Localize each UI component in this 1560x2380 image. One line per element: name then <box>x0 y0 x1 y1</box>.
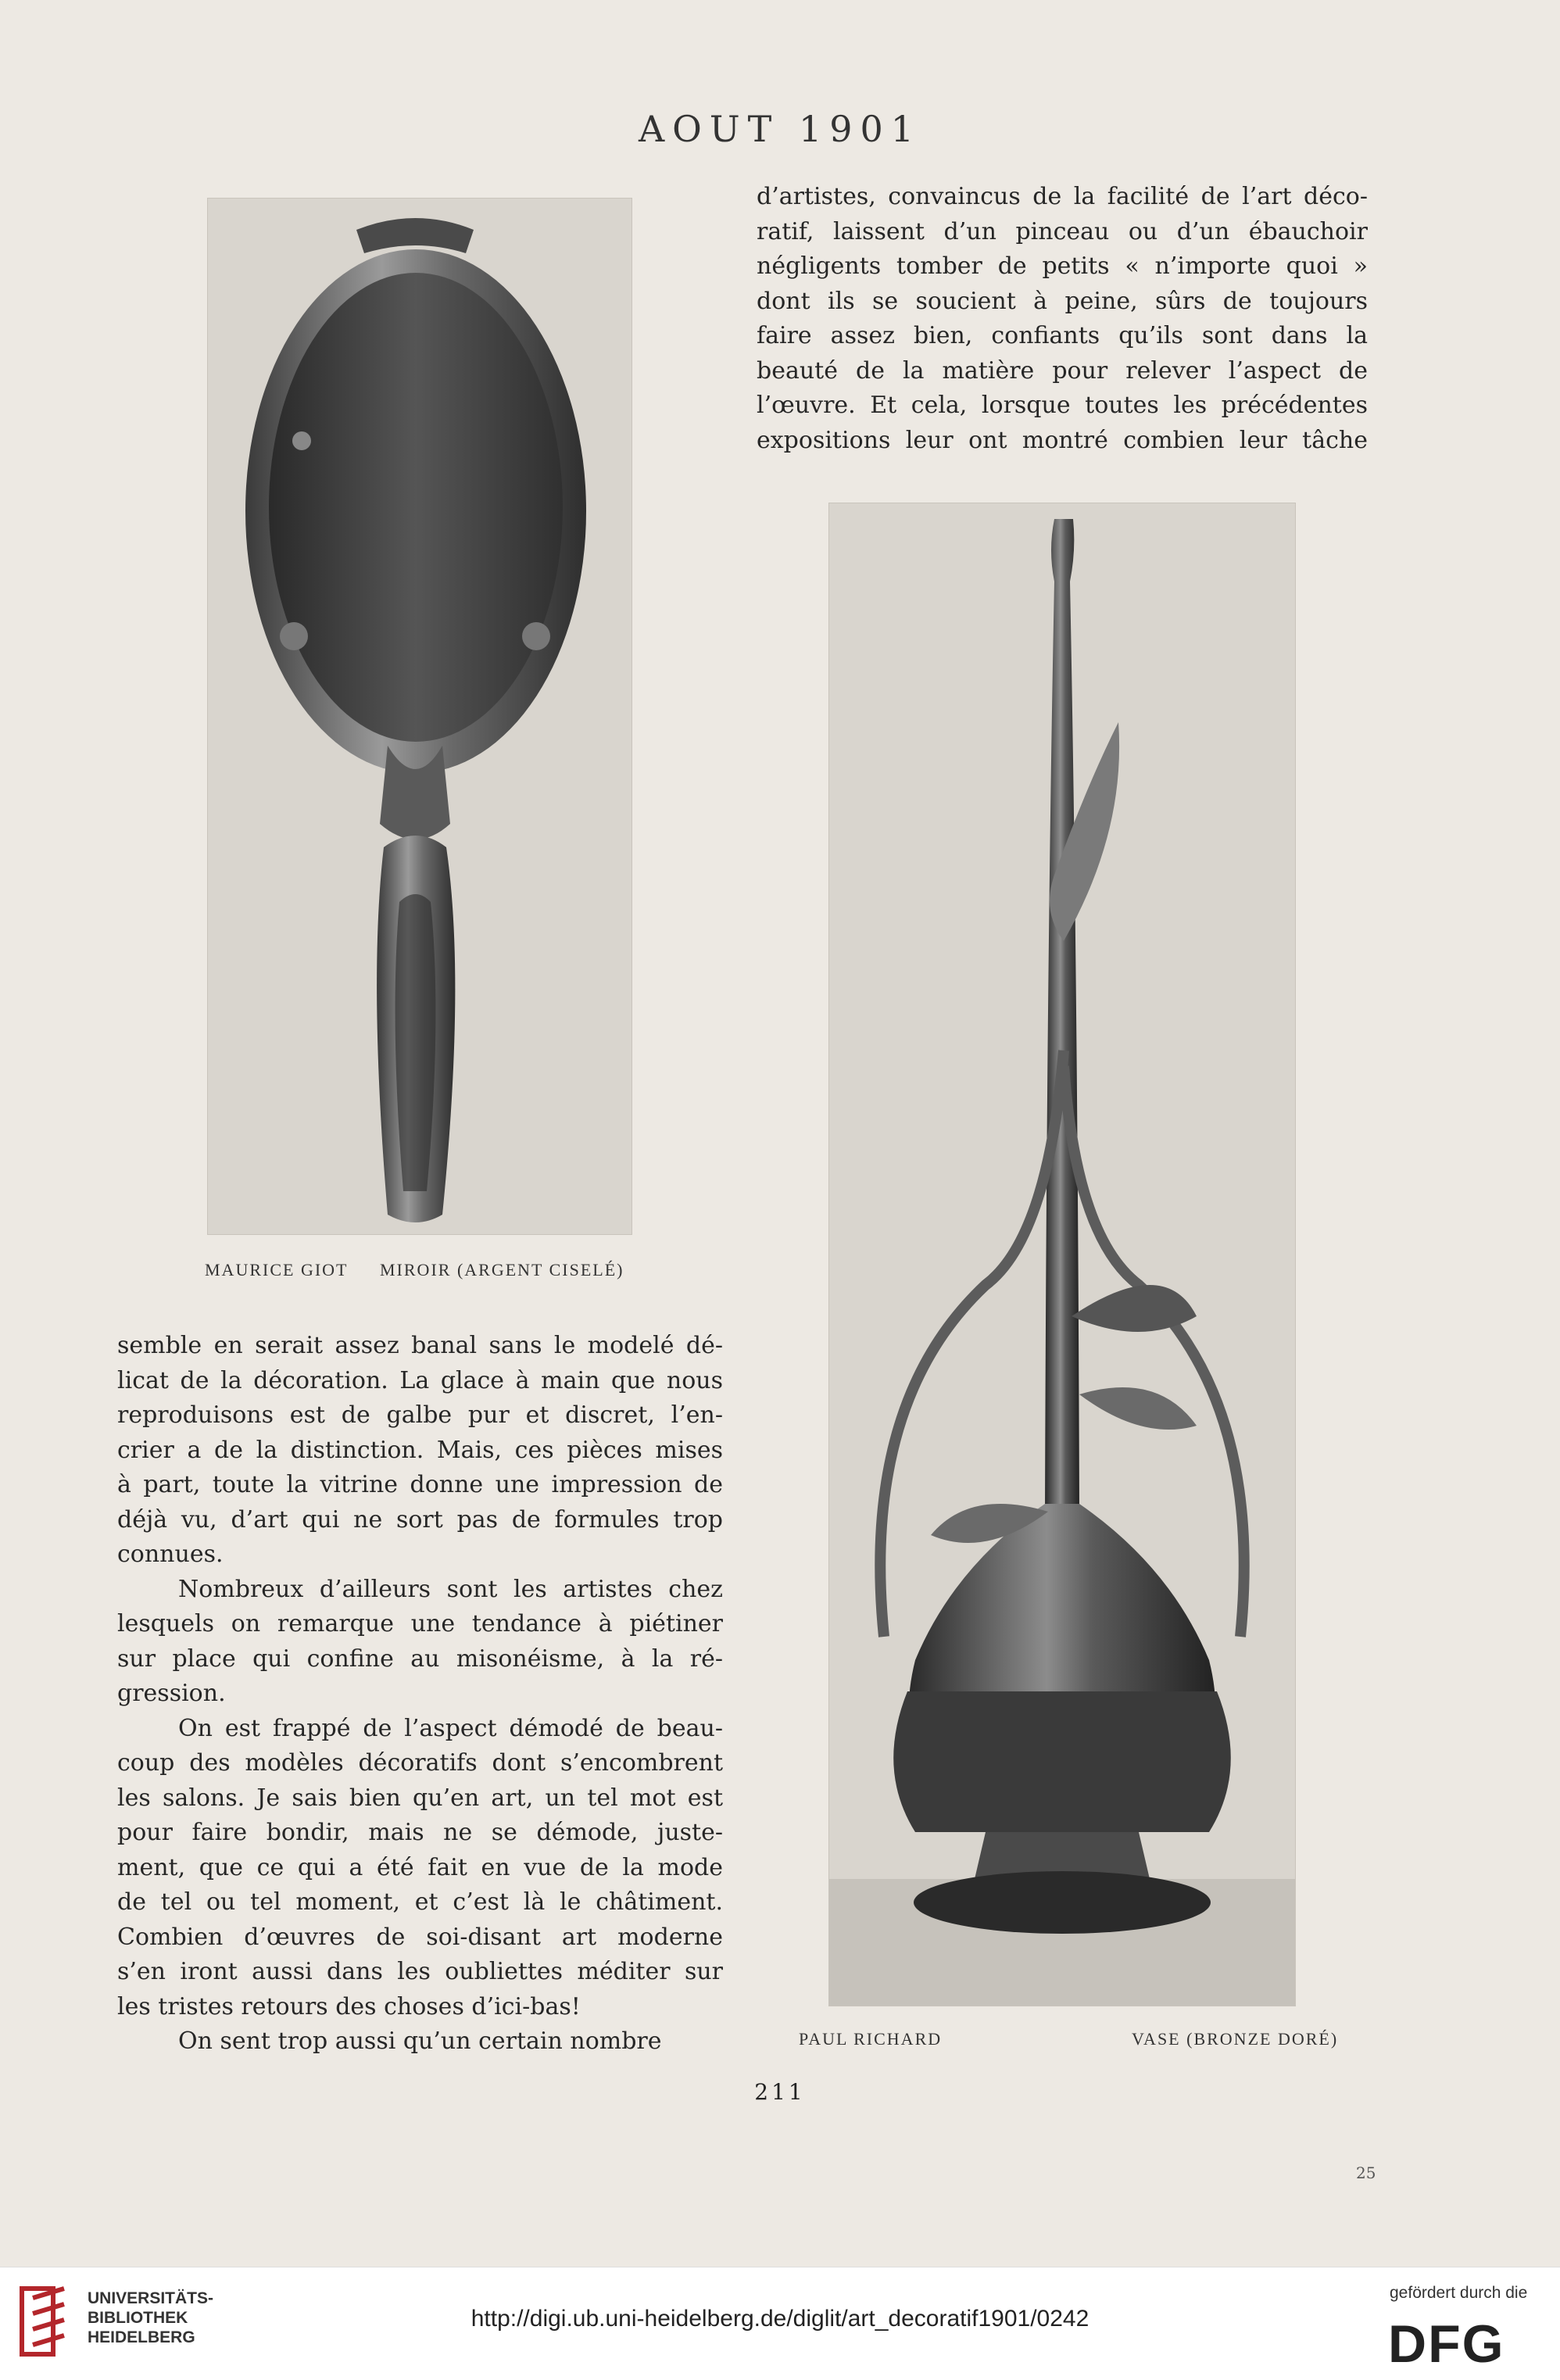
text-line: de tel ou tel moment, et c’est là le châtiment. <box>117 1888 723 1916</box>
text-line: à part, toute la vitrine donne une impression de <box>117 1471 723 1498</box>
text-line: dont ils se soucient à peine, sûrs de toujours <box>757 287 1368 315</box>
text-line: coup des modèles décoratifs dont s’encombrent <box>117 1749 723 1777</box>
text-line: négligents tomber de petits « n’importe quoi » <box>757 252 1368 280</box>
text-line: ratif, laissent d’un pinceau ou d’un ébauchoir <box>757 217 1368 245</box>
signature-mark: 25 <box>1356 2163 1376 2182</box>
text-line: ment, que ce qui a été fait en vue de la mode <box>117 1853 723 1881</box>
text-line: Nombreux d’ailleurs sont les artistes chez <box>178 1575 723 1603</box>
running-header: AOUT 1901 <box>638 108 922 150</box>
right-column-top-text <box>757 180 1368 458</box>
funded-by-label: gefördert durch die <box>1390 2284 1528 2302</box>
text-line: les tristes retours des choses d’ici-bas! <box>117 1992 581 2020</box>
text-line: faire assez bien, confiants qu’ils sont dans la <box>757 322 1368 349</box>
text-line: expositions leur ont montré combien leur tâche <box>757 426 1368 454</box>
page-number: 211 <box>754 2079 806 2105</box>
text-line: crier a de la distinction. Mais, ces pièces mises <box>117 1436 723 1464</box>
vase-illustration <box>829 503 1295 2006</box>
mirror-illustration <box>208 199 632 1234</box>
library-name: UNIVERSITÄTS- BIBLIOTHEK HEIDELBERG <box>88 2289 214 2346</box>
text-line: reproduisons est de galbe pur et discret, l’en- <box>117 1401 723 1429</box>
text-line: sur place qui confine au misonéisme, à la ré- <box>117 1645 723 1673</box>
text-line: connues. <box>117 1541 224 1568</box>
text-line: pour faire bondir, mais ne se démode, juste- <box>117 1819 723 1846</box>
text-line: semble en serait assez banal sans le modelé dé- <box>117 1332 723 1359</box>
text-line: les salons. Je sais bien qu’en art, un tel mot est <box>117 1784 723 1812</box>
mirror-photograph <box>207 198 632 1235</box>
mirror-caption-title: MIROIR (ARGENT CISELÉ) <box>380 1260 624 1279</box>
text-line: lesquels on remarque une tendance à piétiner <box>117 1610 723 1637</box>
text-line: l’œuvre. Et cela, lorsque toutes les précédentes <box>757 392 1368 419</box>
text-line: licat de la décoration. La glace à main que nous <box>117 1366 723 1394</box>
permalink-url[interactable]: http://digi.ub.uni-heidelberg.de/diglit/art_decoratif1901/0242 <box>471 2306 1089 2332</box>
text-line: gression. <box>117 1680 226 1707</box>
vase-photograph <box>828 503 1296 2006</box>
dfg-logo: DFG <box>1388 2314 1505 2374</box>
vase-caption-artist: PAUL RICHARD <box>799 2029 943 2049</box>
text-line: On est frappé de l’aspect démodé de beau- <box>178 1714 723 1742</box>
text-line: beauté de la matière pour relever l’aspect de <box>757 356 1368 385</box>
text-line: Combien d’œuvres de soi-disant art moderne <box>117 1923 723 1951</box>
text-line: On sent trop aussi qu’un certain nombre <box>178 2027 662 2055</box>
text-line: déjà vu, d’art qui ne sort pas de formules trop <box>117 1505 723 1534</box>
text-line: d’artistes, convaincus de la facilité de l’art déco- <box>757 183 1368 210</box>
vase-caption-title: VASE (BRONZE DORÉ) <box>1132 2029 1339 2049</box>
text-line: s’en iront aussi dans les oubliettes méditer sur <box>117 1958 723 1985</box>
left-column-text <box>117 1329 723 2060</box>
mirror-caption-artist: MAURICE GIOT <box>205 1260 349 1279</box>
